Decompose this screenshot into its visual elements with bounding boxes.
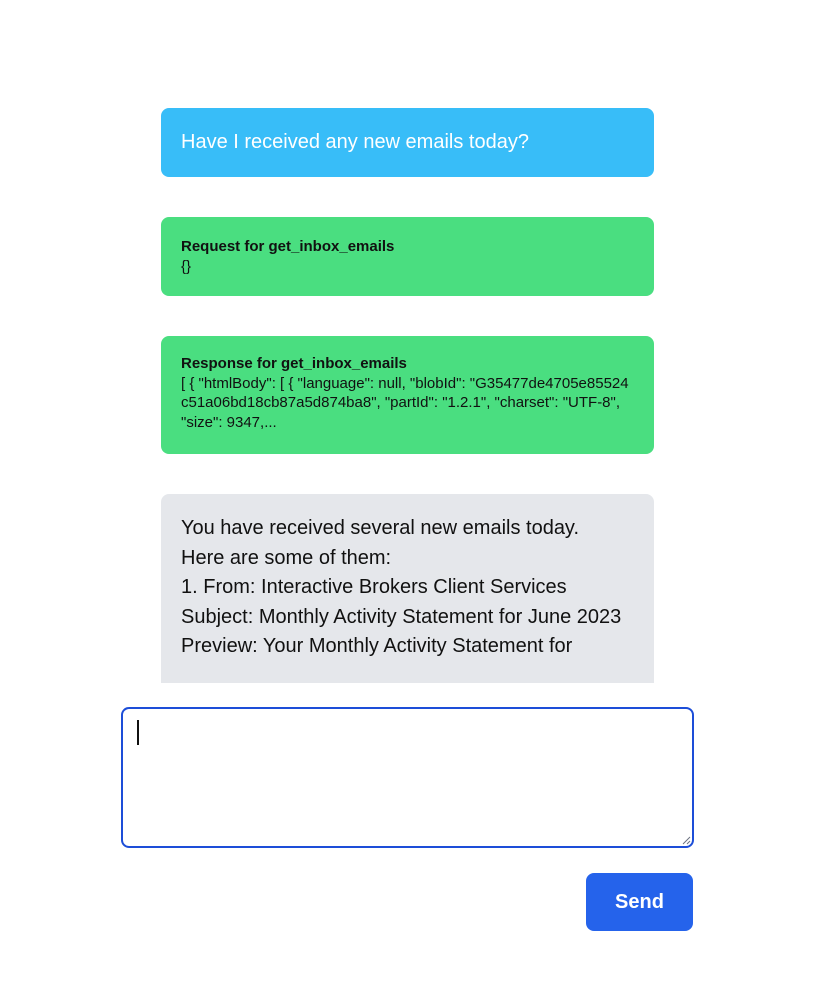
user-message — [161, 108, 654, 177]
resize-handle-icon[interactable] — [682, 836, 691, 845]
send-button[interactable]: Send — [586, 873, 693, 931]
tool-response-body: [ { "htmlBody": [ { "language": null, "blobId": "G35477de4705e85524c51a06bd18cb87a5d874ba8", "partId": "1.2.1", "charset": "UTF-8", "size": 9347,... — [181, 374, 629, 431]
tool-response-message — [161, 336, 654, 454]
message-list[interactable] — [161, 108, 654, 683]
assistant-line: 1. From: Interactive Brokers Client Services — [181, 576, 567, 598]
tool-request-title: Request for get_inbox_emails — [181, 238, 395, 255]
assistant-line: Here are some of them: — [181, 546, 392, 569]
user-message-text: Have I received any new emails today? — [181, 131, 529, 153]
assistant-line: Preview: Your Monthly Activity Statement for — [181, 635, 573, 657]
assistant-message — [161, 494, 654, 683]
message-input[interactable] — [121, 707, 694, 848]
tool-request-message — [161, 217, 654, 296]
assistant-line: You have received several new emails today. — [181, 517, 580, 539]
text-cursor — [137, 720, 139, 745]
assistant-line: Subject: Monthly Activity Statement for June 2023 — [181, 605, 622, 628]
tool-response-title: Response for get_inbox_emails — [181, 355, 407, 372]
tool-request-body: {} — [181, 257, 192, 275]
